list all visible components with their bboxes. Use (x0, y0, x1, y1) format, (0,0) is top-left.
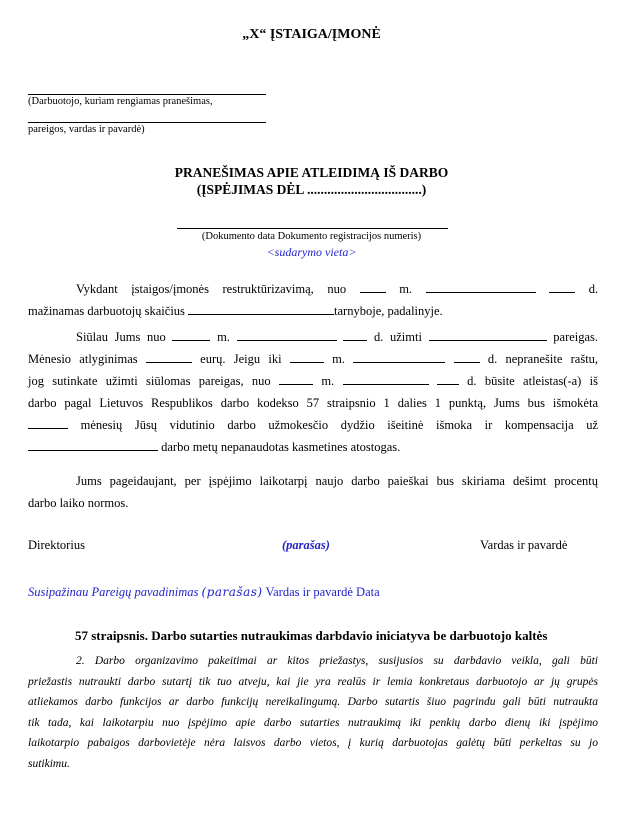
paragraph-line (28, 470, 598, 492)
blank-field (549, 281, 575, 293)
paragraph-line (28, 436, 598, 458)
blank-field (146, 351, 192, 363)
blank-field (429, 329, 547, 341)
acknowledgement-lead: Susipažinau Pareigų pavadinimas (28, 585, 199, 599)
text-segment: d. nepranešite raštu, (487, 352, 599, 366)
document-subtitle: (ĮSPĖJIMAS DĖL ..................................) (196, 182, 427, 197)
acknowledgement-signature: (parašas) (201, 585, 263, 599)
text-segment: m. (321, 374, 335, 388)
paragraph-line (28, 370, 598, 392)
blank-field (343, 373, 429, 385)
law-line: laikotarpio pabaigos darbovietėje nėra laisvos darbo vietos, į kurią darbuotojas galėtų būti perkeltas su jo (28, 737, 598, 750)
law-article-title: 57 straipsnis. Darbo sutarties nutraukimas darbdavio iniciatyva be darbuotojo kaltės (75, 628, 548, 643)
text-segment: mažinamas darbuotojų skaičius (28, 304, 185, 318)
text-segment: Vykdant įstaigos/įmonės restruktūrizavimą, nuo (76, 282, 347, 296)
text-segment: d. (588, 282, 599, 296)
blank-field (353, 351, 445, 363)
acknowledgement-rest: Vardas ir pavardė Data (262, 585, 380, 599)
recipient-caption-1: (Darbuotojo, kuriam rengiamas pranešimas, (28, 96, 213, 107)
blank-field (188, 303, 334, 315)
text-segment: m. (332, 352, 346, 366)
law-line: 2. Darbo organizavimo pakeitimai ar kitos priežastys, susijusios su darbdavio veikla, gali būti (76, 655, 598, 667)
text-segment: pareigas. (553, 330, 599, 344)
recipient-line-2 (28, 122, 266, 123)
blank-field (343, 329, 367, 341)
signature-placeholder: (parašas) (282, 538, 330, 552)
paragraph-line (28, 348, 598, 370)
text-segment: mėnesių Jūsų vidutinio darbo užmokesčio dydžio išeitinė išmoka ir kompensacija už (80, 418, 599, 432)
blank-field (426, 281, 536, 293)
text-segment: d. užimti (373, 330, 422, 344)
document-title: PRANEŠIMAS APIE ATLEIDIMĄ IŠ DARBO (174, 165, 449, 180)
acknowledgement-line (28, 585, 380, 600)
text-segment: darbo metų nepanaudotas kasmetines atostogas. (161, 440, 401, 454)
text-segment: darbo laiko normos. (28, 496, 129, 510)
paragraph-line (28, 492, 598, 514)
signatory-name: Vardas ir pavardė (480, 538, 568, 552)
blank-field (290, 351, 324, 363)
blank-field (28, 439, 158, 451)
paragraph-line (28, 326, 598, 348)
paragraph-line (28, 300, 598, 322)
text-segment: m. (217, 330, 230, 344)
blank-field (454, 351, 480, 363)
registration-caption: (Dokumento data Dokumento registracijos numeris) (201, 231, 422, 242)
blank-field (237, 329, 337, 341)
place-of-issue: <sudarymo vieta> (266, 245, 357, 259)
text-segment: eurų. Jeigu iki (200, 352, 282, 366)
organization-title: „X“ ĮSTAIGA/ĮMONĖ (242, 27, 381, 42)
text-segment: Mėnesio atlyginimas (28, 352, 138, 366)
blank-field (279, 373, 313, 385)
paragraph-line (28, 278, 598, 300)
text-segment: jog sutinkate užimti siūlomas pareigas, nuo (28, 374, 271, 388)
paragraph-offer (28, 326, 598, 458)
law-line: priežastis nutraukti darbo sutartį tik tuo atveju, kai jie yra realūs ir lemia konkretaus darbuotojo ar jų grupės (28, 675, 598, 688)
blank-field (172, 329, 210, 341)
paragraph-restructuring (28, 278, 598, 322)
law-line: tik tada, kai laikotarpiu nuo įspėjimo apie darbo sutarties nutraukimą iki penkių darbo dienų iki įspėjimo (28, 716, 598, 729)
paragraph-line (28, 414, 598, 436)
text-segment: d. būsite atleistas(-a) iš (467, 374, 599, 388)
law-article-text (28, 651, 598, 775)
law-line: sutikimu. (28, 757, 70, 770)
blank-field (28, 417, 68, 429)
text-segment: Siūlau Jums nuo (76, 330, 166, 344)
paragraph-line (28, 392, 598, 414)
law-line: atliekamos darbo funkcijos ar darbo funkcijų nereikalingumą. Darbo sutartis šiuo pagrindu gali būti nutraukta (28, 696, 598, 709)
text-segment: tarnyboje, padalinyje. (334, 304, 443, 318)
recipient-caption-2: pareigos, vardas ir pavardė) (28, 124, 145, 135)
text-segment: m. (399, 282, 413, 296)
blank-field (437, 373, 459, 385)
text-segment: darbo pagal Lietuvos Respublikos darbo kodekso 57 straipsnio 1 dalies 1 punktą, Jums bus išmokėta (28, 396, 598, 410)
registration-line (177, 228, 448, 229)
signatory-position: Direktorius (28, 538, 85, 552)
blank-field (360, 281, 386, 293)
paragraph-job-search (28, 470, 598, 514)
text-segment: Jums pageidaujant, per įspėjimo laikotarpį naujo darbo paieškai bus skiriama dešimt procentų (76, 474, 598, 488)
recipient-line-1 (28, 94, 266, 95)
